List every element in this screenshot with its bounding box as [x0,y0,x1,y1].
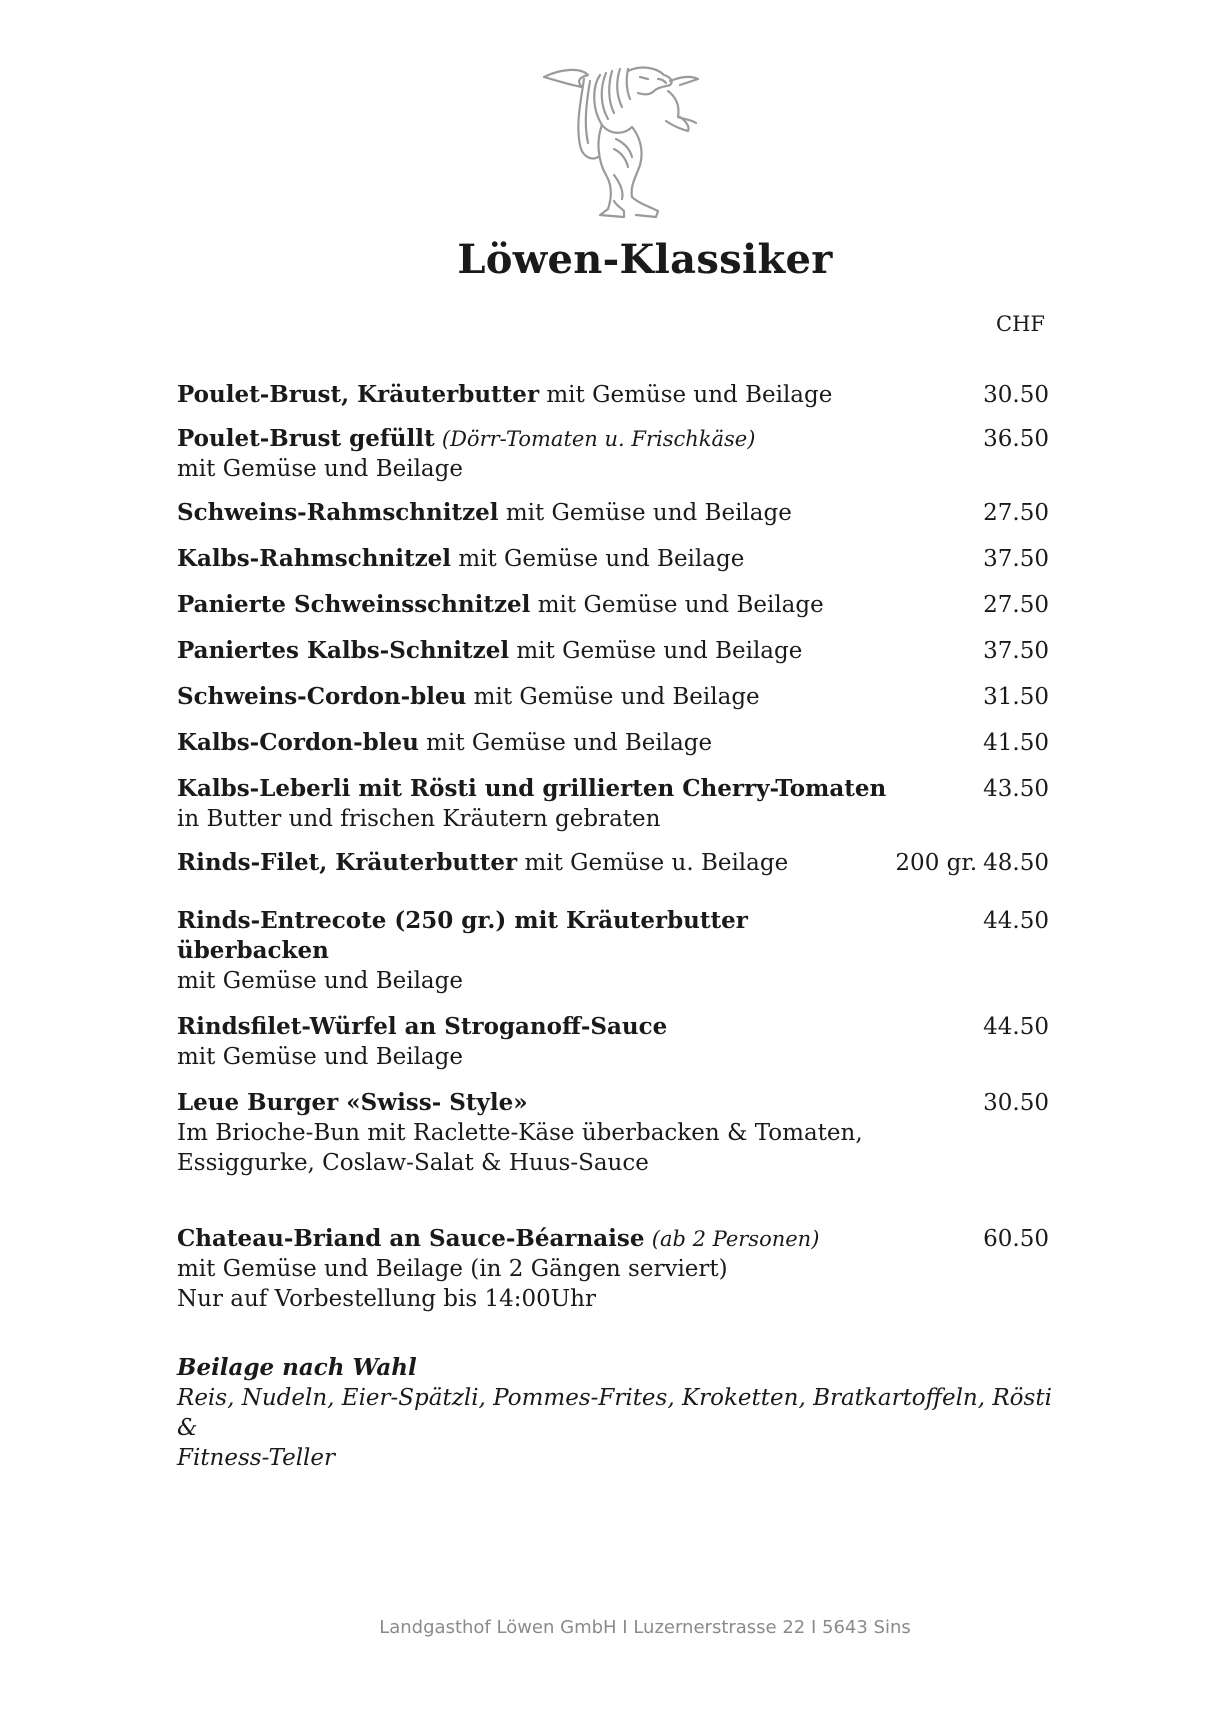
footer-address: Landgasthof Löwen GmbH I Luzernerstrasse 22 I 5643 Sins [379,1617,911,1638]
item-name: Poulet-Brust, Kräuterbutter [177,381,540,408]
menu-item [177,848,1049,878]
item-name: Chateau-Briand an Sauce-Béarnaise [177,1225,645,1252]
item-name: Panierte Schweinsschnitzel [177,591,531,618]
menu-item [177,498,1049,528]
item-price: 30.50 [983,1090,1049,1116]
item-price: 44.50 [983,908,1049,934]
item-inline-description: mit Gemüse und Beilage [539,382,833,408]
side-dishes-section [177,1353,1077,1473]
menu-item [177,1088,1049,1178]
item-inline-description: mit Gemüse und Beilage [509,638,803,664]
item-size: 200 gr. [895,850,978,876]
item-note: (Dörr-Tomaten u. Frischkäse) [441,427,756,451]
item-description: mit Gemüse und Beilage (in 2 Gängen serviert) [177,1256,728,1282]
item-name: Kalbs-Rahmschnitzel [177,545,452,572]
item-description: mit Gemüse und Beilage [177,968,463,994]
item-description: Im Brioche-Bun mit Raclette-Käse überbacken & Tomaten, [177,1120,863,1146]
item-price: 37.50 [983,638,1049,664]
item-inline-description: mit Gemüse u. Beilage [517,850,789,876]
item-price: 27.50 [983,592,1049,618]
item-name: Rinds-Filet, Kräuterbutter [177,849,518,876]
menu-item [177,590,1049,620]
item-price: 27.50 [983,500,1049,526]
item-description: in Butter und frischen Kräutern gebraten [177,806,661,832]
item-inline-description: mit Gemüse und Beilage [418,730,713,756]
item-description: mit Gemüse und Beilage [177,1044,463,1070]
menu-item [177,906,1049,996]
item-name: Schweins-Cordon-bleu [177,683,467,710]
side-dishes-line: Fitness-Teller [177,1445,336,1471]
item-name: Schweins-Rahmschnitzel [177,499,499,526]
item-name: Rinds-Entrecote (250 gr.) mit Kräuterbutter überbacken [177,907,748,964]
side-dishes-line: Reis, Nudeln, Eier-Spätzli, Pommes-Frites, Kroketten, Bratkartoffeln, Rösti & [177,1385,1052,1441]
item-name: Kalbs-Cordon-bleu [177,729,419,756]
menu-item [177,1012,1049,1072]
item-price: 41.50 [983,730,1049,756]
item-name: Poulet-Brust gefüllt [177,425,435,452]
menu-item [177,1224,1049,1314]
menu-item [177,682,1049,712]
item-description: Nur auf Vorbestellung bis 14:00Uhr [177,1286,596,1312]
item-note: (ab 2 Personen) [651,1227,820,1251]
item-name: Paniertes Kalbs-Schnitzel [177,637,510,664]
page-title: Löwen-Klassiker [457,236,833,283]
menu-item [177,380,1049,410]
item-inline-description: mit Gemüse und Beilage [466,684,760,710]
item-price: 200 gr. 48.50 [895,850,1049,876]
item-description: mit Gemüse und Beilage [177,456,463,482]
currency-label: CHF [996,312,1045,336]
menu-item [177,424,1049,484]
item-name: Rindsfilet-Würfel an Stroganoff-Sauce [177,1013,668,1040]
side-dishes-title: Beilage nach Wahl [177,1354,417,1381]
item-price: 60.50 [983,1226,1049,1252]
item-name: Kalbs-Leberli mit Rösti und grillierten Cherry-Tomaten [177,775,887,802]
menu-list [177,380,1049,1314]
item-price: 43.50 [983,776,1049,802]
item-description: Essiggurke, Coslaw-Salat & Huus-Sauce [177,1150,649,1176]
item-price: 36.50 [983,426,1049,452]
item-name: Leue Burger «Swiss- Style» [177,1089,528,1116]
menu-item [177,636,1049,666]
menu-item [177,728,1049,758]
item-price: 37.50 [983,546,1049,572]
lion-logo-icon [540,65,722,223]
item-price: 44.50 [983,1014,1049,1040]
menu-item [177,774,1049,834]
item-inline-description: mit Gemüse und Beilage [498,500,792,526]
item-price: 31.50 [983,684,1049,710]
item-price: 30.50 [983,382,1049,408]
item-inline-description: mit Gemüse und Beilage [451,546,745,572]
menu-item [177,544,1049,574]
item-inline-description: mit Gemüse und Beilage [530,592,824,618]
